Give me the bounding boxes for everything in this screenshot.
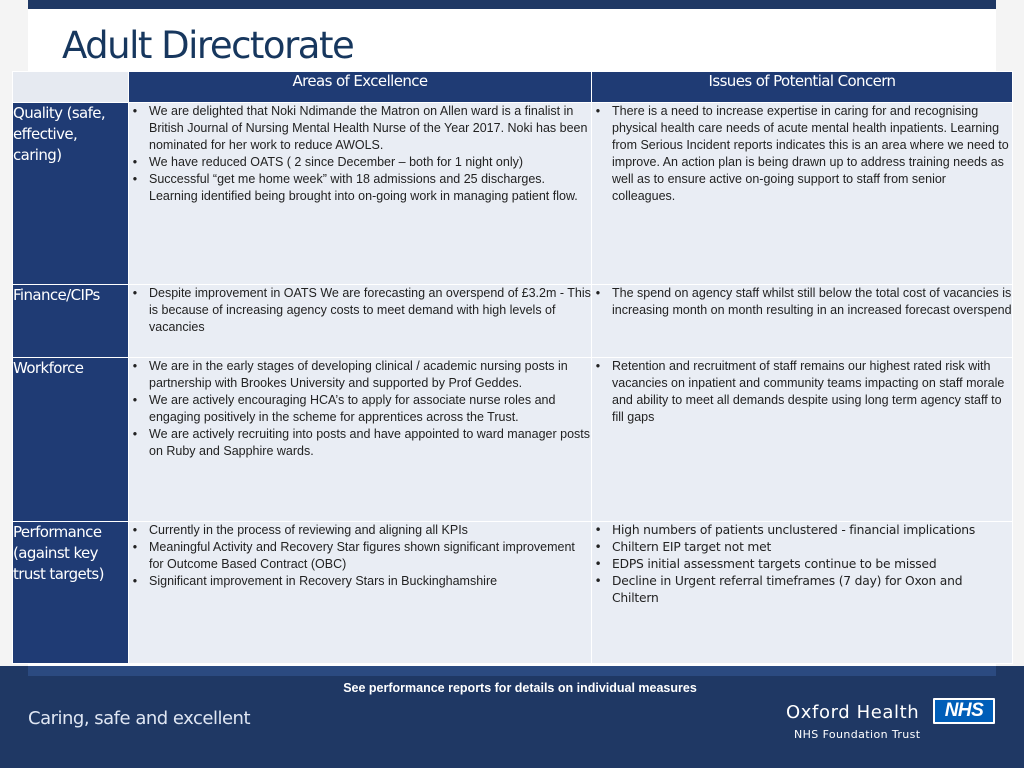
top-accent-bar	[28, 0, 996, 9]
row-label-quality: Quality (safe, effective, caring)	[13, 103, 129, 285]
list-item: • Meaningful Activity and Recovery Star figures shown significant improvement for Outcome Based Contract (OBC)	[149, 539, 591, 573]
tagline: Caring, safe and excellent	[28, 708, 251, 729]
list-item: • Currently in the process of reviewing and aligning all KPIs	[149, 522, 591, 539]
table-row-finance	[13, 285, 1013, 358]
list-item: • The spend on agency staff whilst still below the total cost of vacancies is increasing month on month resulting in an increased forecast overspend	[612, 285, 1012, 319]
workforce-concern-cell	[592, 358, 1013, 522]
list-item: • We are actively encouraging HCA’s to apply for associate nurse roles and engaging positively in the scheme for apprentices across the Trust.	[149, 392, 591, 426]
table-header-row	[13, 72, 1013, 103]
list-item: • We are delighted that Noki Ndimande the Matron on Allen ward is a finalist in British Journal of Nursing Mental Health Nurse of the Year 2017. Noki has been nominated for her work to reduce AWOLS.	[149, 103, 591, 154]
footer-accent-strip	[28, 666, 996, 676]
performance-concern-cell	[592, 522, 1013, 664]
list-item: • Chiltern EIP target not met	[612, 539, 1012, 556]
row-label-finance: Finance/CIPs	[13, 285, 129, 358]
list-item: • Decline in Urgent referral timeframes (7 day) for Oxon and Chiltern	[612, 573, 1012, 607]
table-row-quality	[13, 103, 1013, 285]
list-item: • There is a need to increase expertise in caring for and recognising physical health care needs of acute mental health inpatients. Learning from Serious Incident reports indicates this is an area where we need to improve. An action plan is being drawn up to address training needs as well as to ensure active on-going support to staff from senior colleagues.	[612, 103, 1012, 205]
list-item: • Significant improvement in Recovery Stars in Buckinghamshire	[149, 573, 591, 590]
finance-excellence-cell	[129, 285, 592, 358]
list-item: • Despite improvement in OATS We are forecasting an overspend of £3.2m - This is because of increasing agency costs to meet demand with high levels of vacancies	[149, 285, 591, 336]
org-subtitle: NHS Foundation Trust	[794, 728, 921, 741]
row-label-performance: Performance (against key trust targets)	[13, 522, 129, 664]
performance-excellence-cell	[129, 522, 592, 664]
workforce-excellence-cell	[129, 358, 592, 522]
list-item: • We have reduced OATS ( 2 since December – both for 1 night only)	[149, 154, 591, 171]
nhs-logo-text: NHS	[935, 700, 993, 722]
finance-concern-cell	[592, 285, 1013, 358]
header-areas-of-excellence: Areas of Excellence	[129, 72, 592, 103]
list-item: • EDPS initial assessment targets continue to be missed	[612, 556, 1012, 573]
footer	[0, 666, 1024, 768]
list-item: • Retention and recruitment of staff remains our highest rated risk with vacancies on inpatient and community teams impacting on staff morale and ability to meet all demands despite using long term agency staff to fill gaps	[612, 358, 1012, 426]
header-issues-of-concern: Issues of Potential Concern	[592, 72, 1013, 103]
header-corner	[13, 72, 129, 103]
org-name: Oxford Health	[786, 702, 920, 723]
table-row-workforce	[13, 358, 1013, 522]
quality-excellence-cell	[129, 103, 592, 285]
row-label-workforce: Workforce	[13, 358, 129, 522]
list-item: • High numbers of patients unclustered - financial implications	[612, 522, 1012, 539]
list-item: • We are actively recruiting into posts and have appointed to ward manager posts on Ruby and Sapphire wards.	[149, 426, 591, 460]
nhs-logo	[933, 698, 995, 724]
page-title: Adult Directorate	[62, 24, 354, 67]
directorate-table	[12, 71, 1013, 664]
table-row-performance	[13, 522, 1013, 664]
list-item: • Successful “get me home week” with 18 admissions and 25 discharges. Learning identified being brought into on-going work in managing patient flow.	[149, 171, 591, 205]
footer-note: See performance reports for details on individual measures	[343, 681, 697, 695]
quality-concern-cell	[592, 103, 1013, 285]
list-item: • We are in the early stages of developing clinical / academic nursing posts in partnership with Brookes University and supported by Prof Geddes.	[149, 358, 591, 392]
